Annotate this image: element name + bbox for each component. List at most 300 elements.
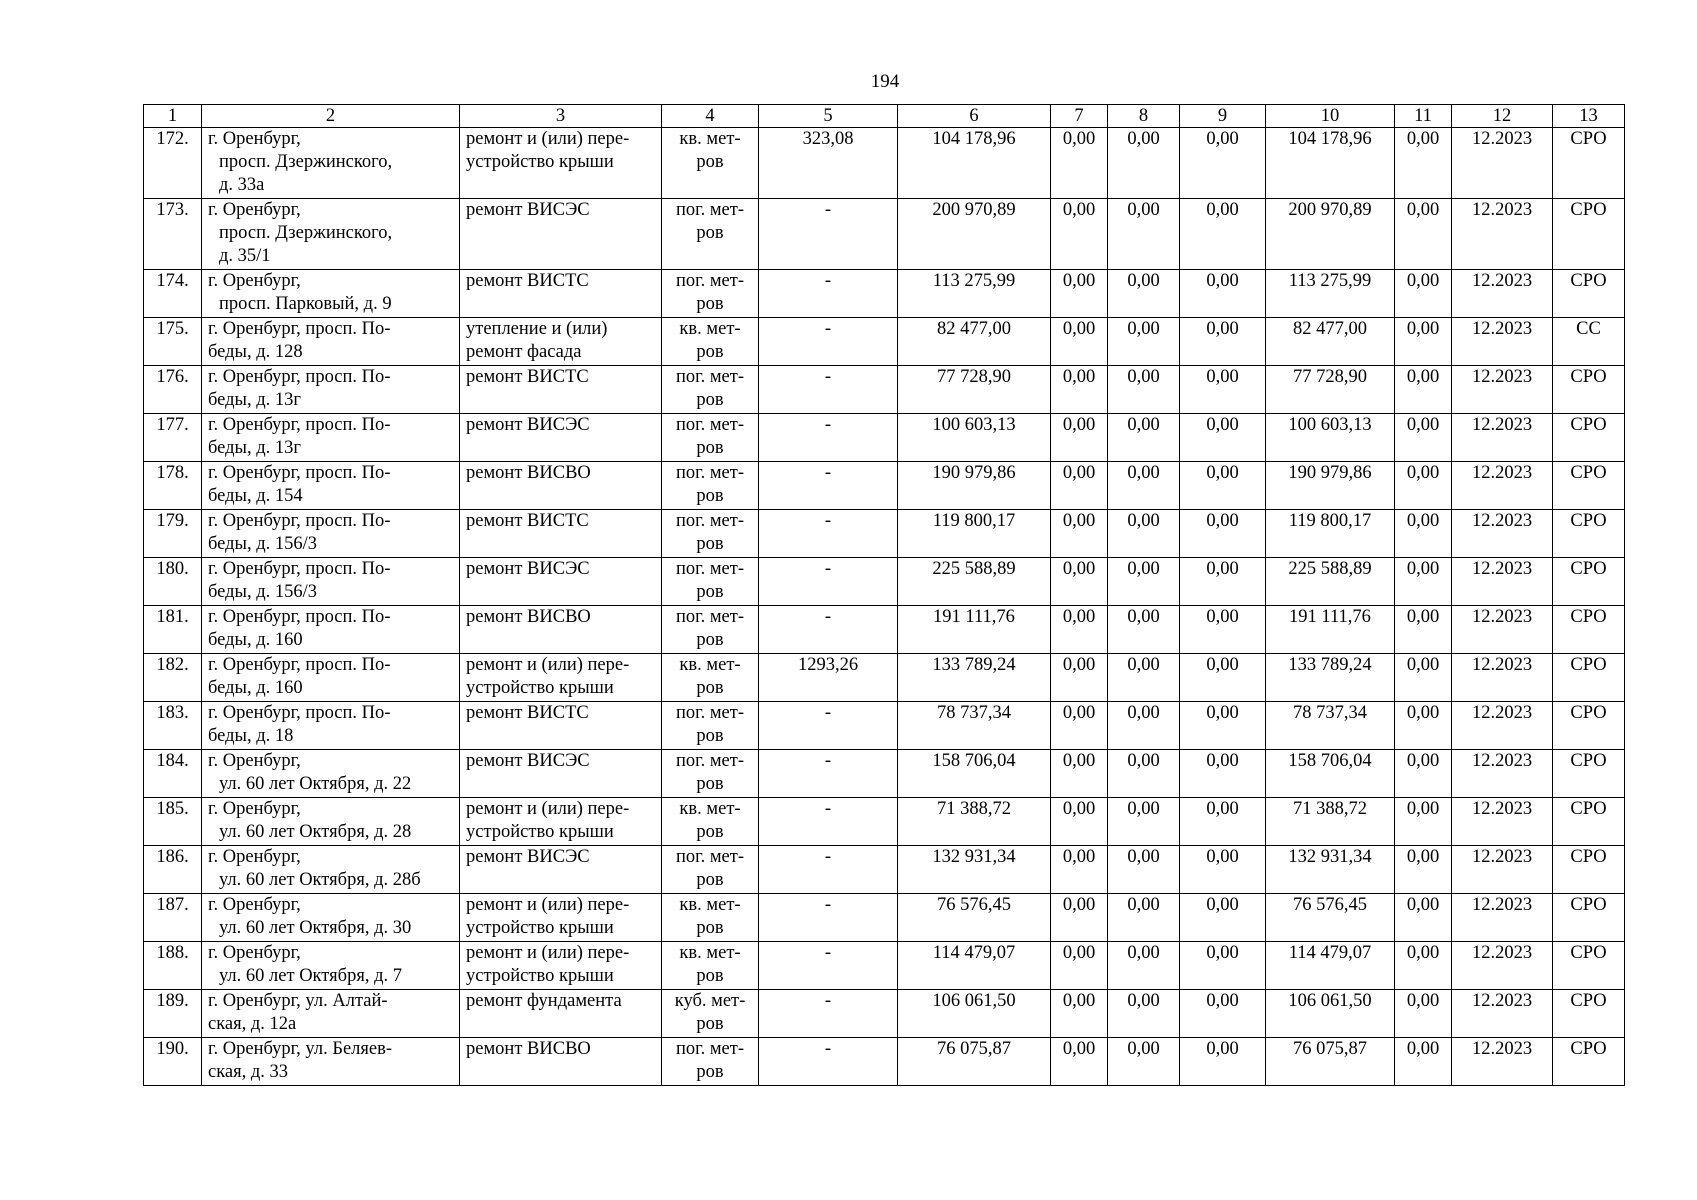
unit-cell [662,510,759,558]
unit-cell-line: кв. мет- [679,895,741,915]
fund-cost-cell: 100 603,13 [1266,414,1395,462]
cost-cell-9: 0,00 [1180,128,1266,199]
unit-cell-line: кв. мет- [679,319,741,339]
cost-cell-9: 0,00 [1180,606,1266,654]
address-cell-line: беды, д. 156/3 [208,582,318,602]
unit-cell-line: ров [696,726,724,746]
fund-type-cell: СРО [1553,510,1625,558]
cost-cell-8: 0,00 [1108,318,1180,366]
deadline-cell: 12.2023 [1452,128,1553,199]
deadline-cell: 12.2023 [1452,366,1553,414]
row-number: 184. [144,750,202,798]
fund-type-cell: СРО [1553,366,1625,414]
address-cell [202,798,460,846]
row-number: 185. [144,798,202,846]
address-cell [202,702,460,750]
address-cell [202,270,460,318]
fund-type-cell: СРО [1553,894,1625,942]
work-type-cell-line: ремонт и (или) пере- [466,129,630,149]
fund-type-cell: СРО [1553,462,1625,510]
volume-cell: - [759,894,898,942]
table-row [144,414,1625,462]
table-row [144,462,1625,510]
cost-cell-7: 0,00 [1051,128,1108,199]
address-cell-line: беды, д. 13г [208,438,301,458]
fund-type-cell: СРО [1553,1038,1625,1086]
deadline-cell: 12.2023 [1452,462,1553,510]
cost-cell-8: 0,00 [1108,654,1180,702]
volume-cell: - [759,558,898,606]
address-cell-line: д. 33а [219,175,265,195]
volume-cell: - [759,270,898,318]
address-cell-line: г. Оренбург, просп. По- [208,607,391,627]
cost-cell-11: 0,00 [1395,750,1452,798]
address-cell-line: д. 35/1 [219,246,271,266]
address-cell-line: беды, д. 154 [208,486,303,506]
address-cell-line: беды, д. 160 [208,678,303,698]
table-row [144,798,1625,846]
work-type-cell-line: ремонт ВИСТС [466,271,589,291]
unit-cell-line: ров [696,822,724,842]
cost-cell-9: 0,00 [1180,366,1266,414]
deadline-cell: 12.2023 [1452,1038,1553,1086]
column-number: 5 [759,105,898,128]
work-type-cell [460,654,662,702]
fund-type-cell: СРО [1553,558,1625,606]
deadline-cell: 12.2023 [1452,702,1553,750]
address-cell [202,846,460,894]
total-cost-cell: 158 706,04 [898,750,1051,798]
address-cell-line: ул. 60 лет Октября, д. 22 [219,774,412,794]
unit-cell-line: кв. мет- [679,943,741,963]
address-cell [202,199,460,270]
unit-cell [662,1038,759,1086]
work-type-cell-line: ремонт ВИСЭС [466,415,590,435]
cost-cell-7: 0,00 [1051,199,1108,270]
unit-cell [662,606,759,654]
address-cell-line: просп. Парковый, д. 9 [219,294,392,314]
unit-cell [662,128,759,199]
unit-cell-line: пог. мет- [675,415,745,435]
cost-cell-8: 0,00 [1108,942,1180,990]
address-cell [202,1038,460,1086]
deadline-cell: 12.2023 [1452,199,1553,270]
address-cell-line: ул. 60 лет Октября, д. 28 [219,822,412,842]
cost-cell-8: 0,00 [1108,990,1180,1038]
unit-cell-line: пог. мет- [675,511,745,531]
table-row [144,128,1625,199]
fund-cost-cell: 158 706,04 [1266,750,1395,798]
fund-type-cell: СРО [1553,606,1625,654]
deadline-cell: 12.2023 [1452,942,1553,990]
deadline-cell: 12.2023 [1452,750,1553,798]
work-type-cell-line: ремонт ВИСТС [466,367,589,387]
unit-cell-line: пог. мет- [675,463,745,483]
address-cell [202,462,460,510]
unit-cell [662,558,759,606]
column-number: 4 [662,105,759,128]
column-number: 11 [1395,105,1452,128]
total-cost-cell: 82 477,00 [898,318,1051,366]
column-number: 10 [1266,105,1395,128]
cost-cell-7: 0,00 [1051,1038,1108,1086]
cost-cell-11: 0,00 [1395,798,1452,846]
unit-cell [662,318,759,366]
cost-cell-11: 0,00 [1395,270,1452,318]
unit-cell-line: пог. мет- [675,271,745,291]
work-type-cell [460,606,662,654]
address-cell [202,510,460,558]
work-type-cell [460,462,662,510]
column-number: 7 [1051,105,1108,128]
address-cell [202,366,460,414]
table-row [144,510,1625,558]
table-row [144,942,1625,990]
volume-cell: - [759,750,898,798]
unit-cell-line: пог. мет- [675,200,745,220]
work-type-cell-line: ремонт ВИСТС [466,511,589,531]
address-cell [202,750,460,798]
cost-cell-7: 0,00 [1051,462,1108,510]
row-number: 183. [144,702,202,750]
cost-cell-8: 0,00 [1108,1038,1180,1086]
table-row [144,199,1625,270]
volume-cell: 323,08 [759,128,898,199]
unit-cell-line: пог. мет- [675,1039,745,1059]
cost-cell-8: 0,00 [1108,128,1180,199]
fund-type-cell: СРО [1553,654,1625,702]
row-number: 186. [144,846,202,894]
work-type-cell [460,894,662,942]
fund-type-cell: СРО [1553,750,1625,798]
address-cell-line: беды, д. 156/3 [208,534,318,554]
work-type-cell-line: ремонт ВИСЭС [466,847,590,867]
cost-cell-11: 0,00 [1395,199,1452,270]
cost-cell-11: 0,00 [1395,510,1452,558]
row-number: 177. [144,414,202,462]
unit-cell-line: пог. мет- [675,607,745,627]
work-type-cell [460,846,662,894]
address-cell-line: беды, д. 18 [208,726,294,746]
cost-cell-11: 0,00 [1395,606,1452,654]
work-type-cell [460,798,662,846]
unit-cell-line: ров [696,486,724,506]
cost-cell-11: 0,00 [1395,128,1452,199]
fund-cost-cell: 200 970,89 [1266,199,1395,270]
work-type-cell-line: ремонт ВИСЭС [466,559,590,579]
cost-cell-11: 0,00 [1395,318,1452,366]
work-type-cell-line: устройство крыши [466,966,614,986]
cost-cell-8: 0,00 [1108,462,1180,510]
column-number: 13 [1553,105,1625,128]
unit-cell-line: ров [696,966,724,986]
row-number: 179. [144,510,202,558]
fund-cost-cell: 71 388,72 [1266,798,1395,846]
column-number: 6 [898,105,1051,128]
volume-cell: - [759,462,898,510]
deadline-cell: 12.2023 [1452,846,1553,894]
unit-cell [662,846,759,894]
table-row [144,654,1625,702]
column-number: 1 [144,105,202,128]
address-cell-line: беды, д. 128 [208,342,303,362]
unit-cell-line: кв. мет- [679,655,741,675]
row-number: 172. [144,128,202,199]
cost-cell-8: 0,00 [1108,894,1180,942]
cost-cell-7: 0,00 [1051,318,1108,366]
cost-cell-8: 0,00 [1108,846,1180,894]
column-number: 2 [202,105,460,128]
address-cell-line: г. Оренбург, просп. По- [208,463,391,483]
fund-cost-cell: 106 061,50 [1266,990,1395,1038]
work-type-cell-line: ремонт ВИСЭС [466,751,590,771]
address-cell [202,318,460,366]
unit-cell [662,798,759,846]
fund-type-cell: СРО [1553,199,1625,270]
deadline-cell: 12.2023 [1452,510,1553,558]
address-cell [202,942,460,990]
volume-cell: - [759,606,898,654]
unit-cell-line: ров [696,1014,724,1034]
row-number: 190. [144,1038,202,1086]
cost-cell-7: 0,00 [1051,654,1108,702]
total-cost-cell: 104 178,96 [898,128,1051,199]
unit-cell [662,702,759,750]
work-type-cell-line: устройство крыши [466,822,614,842]
address-cell-line: ул. 60 лет Октября, д. 30 [219,918,412,938]
row-number: 175. [144,318,202,366]
unit-cell-line: ров [696,152,724,172]
deadline-cell: 12.2023 [1452,318,1553,366]
unit-cell-line: ров [696,870,724,890]
work-type-cell-line: устройство крыши [466,918,614,938]
cost-cell-11: 0,00 [1395,942,1452,990]
volume-cell: - [759,366,898,414]
volume-cell: - [759,798,898,846]
total-cost-cell: 200 970,89 [898,199,1051,270]
work-type-cell-line: ремонт ВИСВО [466,607,591,627]
unit-cell [662,894,759,942]
cost-cell-7: 0,00 [1051,702,1108,750]
deadline-cell: 12.2023 [1452,894,1553,942]
unit-cell [662,942,759,990]
unit-cell [662,654,759,702]
deadline-cell: 12.2023 [1452,654,1553,702]
address-cell-line: г. Оренбург, просп. По- [208,655,391,675]
unit-cell-line: ров [696,390,724,410]
cost-cell-9: 0,00 [1180,894,1266,942]
column-number: 9 [1180,105,1266,128]
cost-cell-8: 0,00 [1108,558,1180,606]
cost-cell-7: 0,00 [1051,942,1108,990]
row-number: 187. [144,894,202,942]
unit-cell-line: ров [696,294,724,314]
fund-cost-cell: 119 800,17 [1266,510,1395,558]
address-cell-line: г. Оренбург, просп. По- [208,511,391,531]
work-type-cell [460,318,662,366]
address-cell-line: г. Оренбург, просп. По- [208,559,391,579]
volume-cell: - [759,846,898,894]
cost-cell-9: 0,00 [1180,846,1266,894]
unit-cell [662,990,759,1038]
table-row [144,990,1625,1038]
total-cost-cell: 119 800,17 [898,510,1051,558]
cost-cell-9: 0,00 [1180,558,1266,606]
address-cell [202,414,460,462]
address-cell-line: ская, д. 12а [208,1014,297,1034]
fund-cost-cell: 76 576,45 [1266,894,1395,942]
fund-cost-cell: 113 275,99 [1266,270,1395,318]
work-type-cell [460,702,662,750]
unit-cell-line: ров [696,774,724,794]
work-type-cell [460,366,662,414]
total-cost-cell: 190 979,86 [898,462,1051,510]
row-number: 178. [144,462,202,510]
total-cost-cell: 113 275,99 [898,270,1051,318]
address-cell-line: ская, д. 33 [208,1062,289,1082]
total-cost-cell: 225 588,89 [898,558,1051,606]
address-cell-line: ул. 60 лет Октября, д. 7 [219,966,402,986]
address-cell-line: ул. 60 лет Октября, д. 28б [219,870,421,890]
total-cost-cell: 100 603,13 [898,414,1051,462]
fund-cost-cell: 78 737,34 [1266,702,1395,750]
work-type-cell-line: ремонт ВИСВО [466,463,591,483]
address-cell [202,654,460,702]
cost-cell-8: 0,00 [1108,366,1180,414]
volume-cell: - [759,414,898,462]
unit-cell-line: ров [696,582,724,602]
cost-cell-11: 0,00 [1395,558,1452,606]
work-type-cell [460,414,662,462]
fund-type-cell: СРО [1553,798,1625,846]
cost-cell-8: 0,00 [1108,510,1180,558]
cost-cell-9: 0,00 [1180,510,1266,558]
column-number: 8 [1108,105,1180,128]
address-cell-line: г. Оренбург, просп. По- [208,415,391,435]
cost-cell-9: 0,00 [1180,702,1266,750]
unit-cell [662,366,759,414]
work-type-cell-line: утепление и (или) [466,319,608,339]
table-row [144,606,1625,654]
address-cell-line: г. Оренбург, [208,751,301,771]
volume-cell: - [759,199,898,270]
volume-cell: - [759,702,898,750]
table-row [144,702,1625,750]
cost-cell-11: 0,00 [1395,990,1452,1038]
unit-cell-line: ров [696,534,724,554]
deadline-cell: 12.2023 [1452,606,1553,654]
cost-cell-8: 0,00 [1108,414,1180,462]
column-number: 12 [1452,105,1553,128]
total-cost-cell: 78 737,34 [898,702,1051,750]
unit-cell-line: ров [696,678,724,698]
total-cost-cell: 77 728,90 [898,366,1051,414]
row-number: 188. [144,942,202,990]
deadline-cell: 12.2023 [1452,990,1553,1038]
cost-cell-9: 0,00 [1180,750,1266,798]
total-cost-cell: 106 061,50 [898,990,1051,1038]
unit-cell-line: ров [696,223,724,243]
address-cell [202,990,460,1038]
fund-cost-cell: 77 728,90 [1266,366,1395,414]
table-row [144,270,1625,318]
unit-cell-line: ров [696,342,724,362]
unit-cell-line: ров [696,918,724,938]
deadline-cell: 12.2023 [1452,558,1553,606]
work-type-cell [460,558,662,606]
total-cost-cell: 191 111,76 [898,606,1051,654]
cost-cell-7: 0,00 [1051,798,1108,846]
cost-cell-9: 0,00 [1180,654,1266,702]
work-type-cell [460,199,662,270]
total-cost-cell: 133 789,24 [898,654,1051,702]
work-type-cell-line: устройство крыши [466,678,614,698]
cost-cell-11: 0,00 [1395,702,1452,750]
work-type-cell [460,510,662,558]
work-type-cell [460,270,662,318]
cost-cell-8: 0,00 [1108,702,1180,750]
cost-cell-8: 0,00 [1108,750,1180,798]
unit-cell [662,750,759,798]
address-cell-line: г. Оренбург, [208,847,301,867]
unit-cell-line: пог. мет- [675,367,745,387]
cost-cell-11: 0,00 [1395,846,1452,894]
fund-cost-cell: 76 075,87 [1266,1038,1395,1086]
volume-cell: - [759,942,898,990]
cost-cell-7: 0,00 [1051,558,1108,606]
cost-cell-8: 0,00 [1108,606,1180,654]
cost-cell-7: 0,00 [1051,990,1108,1038]
cost-cell-8: 0,00 [1108,798,1180,846]
cost-cell-11: 0,00 [1395,462,1452,510]
cost-cell-11: 0,00 [1395,366,1452,414]
fund-type-cell: СРО [1553,846,1625,894]
address-cell-line: г. Оренбург, просп. По- [208,367,391,387]
cost-cell-11: 0,00 [1395,654,1452,702]
fund-cost-cell: 104 178,96 [1266,128,1395,199]
fund-type-cell: СС [1553,318,1625,366]
address-cell-line: г. Оренбург, [208,129,301,149]
work-type-cell-line: ремонт и (или) пере- [466,895,630,915]
cost-cell-9: 0,00 [1180,1038,1266,1086]
unit-cell [662,462,759,510]
work-type-cell-line: ремонт фундамента [466,991,622,1011]
address-cell-line: г. Оренбург, ул. Алтай- [208,991,388,1011]
cost-cell-7: 0,00 [1051,894,1108,942]
unit-cell [662,414,759,462]
table-row [144,318,1625,366]
cost-cell-11: 0,00 [1395,894,1452,942]
fund-type-cell: СРО [1553,414,1625,462]
column-number-row [144,105,1625,128]
total-cost-cell: 71 388,72 [898,798,1051,846]
fund-cost-cell: 114 479,07 [1266,942,1395,990]
address-cell-line: г. Оренбург, ул. Беляев- [208,1039,393,1059]
address-cell-line: г. Оренбург, [208,799,301,819]
deadline-cell: 12.2023 [1452,798,1553,846]
cost-cell-9: 0,00 [1180,199,1266,270]
address-cell [202,894,460,942]
work-type-cell-line: устройство крыши [466,152,614,172]
cost-cell-9: 0,00 [1180,318,1266,366]
fund-cost-cell: 133 789,24 [1266,654,1395,702]
volume-cell: - [759,1038,898,1086]
address-cell-line: беды, д. 160 [208,630,303,650]
row-number: 181. [144,606,202,654]
work-type-cell [460,750,662,798]
volume-cell: - [759,510,898,558]
unit-cell-line: кв. мет- [679,799,741,819]
